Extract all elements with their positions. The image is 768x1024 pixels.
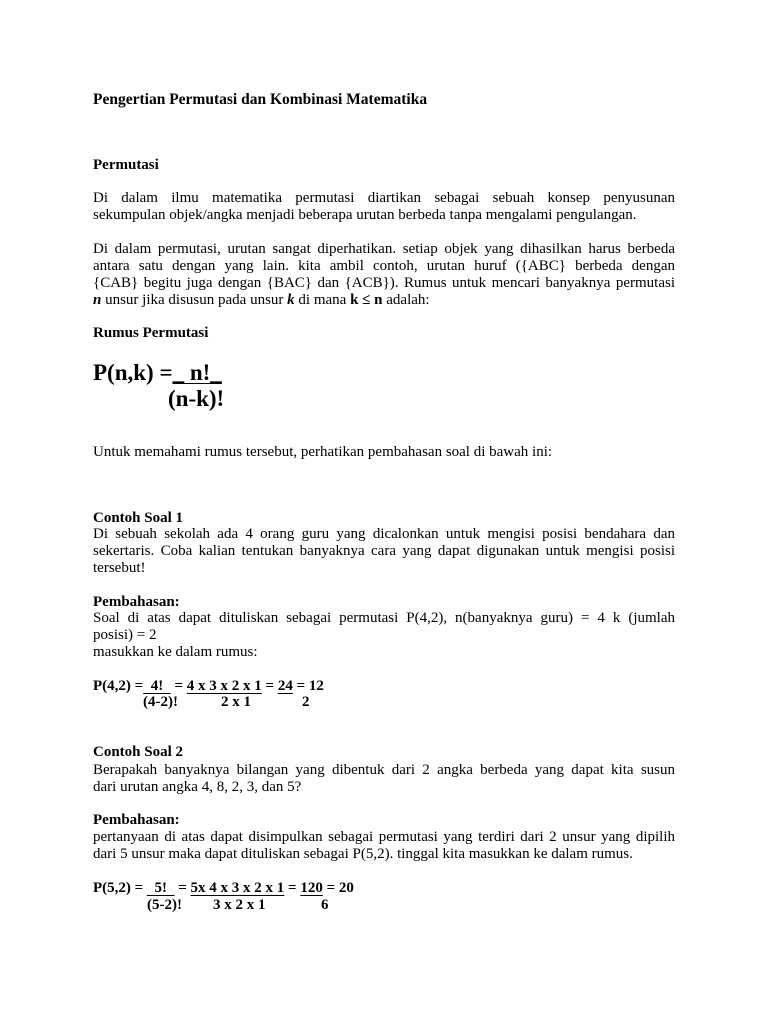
contoh2-line1: Berapakah banyaknya bilangan yang dibentuk dari 2 angka berbeda yang dapat kita susun bbox=[93, 762, 675, 778]
contoh2-calc-eq2: = bbox=[284, 880, 301, 896]
rumus-heading: Rumus Permutasi bbox=[93, 325, 209, 341]
contoh1-calc-den1: (4-2)! bbox=[143, 694, 178, 710]
contoh1-pem-line3: masukkan ke dalam rumus: bbox=[93, 644, 258, 660]
intro-p2-line3: {CAB} begitu juga dengan {BAC} dan {ACB}). Rumus untuk mencari banyaknya permutasi bbox=[93, 275, 675, 291]
contoh2-pembahasan bbox=[93, 829, 675, 863]
contoh1-line2: sekertaris. Coba kalian tentukan banyaknya cara yang dapat digunakan untuk mengisi posisi bbox=[93, 543, 675, 559]
intro-p2-line1: Di dalam permutasi, urutan sangat diperhatikan. setiap objek yang dihasilkan harus berbeda bbox=[93, 241, 675, 257]
formula-numerator: _ n!_ bbox=[172, 360, 222, 385]
contoh1-calc-frac: 24 bbox=[277, 678, 293, 694]
contoh2-calc-result: = 20 bbox=[322, 880, 354, 896]
intro-p1-line1: Di dalam ilmu matematika permutasi diartikan sebagai sebuah konsep penyusunan bbox=[93, 190, 675, 206]
untuk-text: Untuk memahami rumus tersebut, perhatikan pembahasan soal di bawah ini: bbox=[93, 444, 553, 460]
contoh2-pembahasan-heading: Pembahasan: bbox=[93, 812, 180, 828]
contoh1-calc-den3: 2 bbox=[302, 694, 310, 710]
contoh1-pembahasan bbox=[93, 610, 675, 661]
contoh2-calc-den2: 3 x 2 x 1 bbox=[213, 897, 266, 913]
contoh1-calc-mid: 4 x 3 x 2 x 1 bbox=[186, 678, 262, 694]
formula-numerator-line bbox=[93, 360, 222, 386]
contoh2-calc-num: 5! bbox=[146, 880, 175, 896]
contoh1-question bbox=[93, 526, 675, 577]
variable-k: k bbox=[287, 292, 295, 308]
contoh1-calc-num: 4! bbox=[143, 678, 171, 694]
contoh1-line3: tersebut! bbox=[93, 560, 146, 576]
contoh2-calc-den3: 6 bbox=[321, 897, 329, 913]
intro-p2-text-a: unsur jika disusun pada unsur bbox=[101, 292, 288, 308]
formula-denominator: (n-k)! bbox=[168, 386, 225, 411]
document-title: Pengertian Permutasi dan Kombinasi Matematika bbox=[93, 91, 428, 108]
formula-lhs: P(n,k) = bbox=[93, 360, 173, 385]
contoh1-heading: Contoh Soal 1 bbox=[93, 510, 184, 526]
condition-k-le-n: k ≤ n bbox=[350, 292, 383, 308]
contoh1-calc-top bbox=[93, 678, 324, 695]
intro-paragraph-2 bbox=[93, 241, 675, 309]
contoh2-calc-top bbox=[93, 880, 354, 897]
contoh1-line1: Di sebuah sekolah ada 4 orang guru yang dicalonkan untuk mengisi posisi bendahara dan bbox=[93, 526, 675, 542]
variable-n: n bbox=[93, 292, 102, 308]
intro-p2-line4 bbox=[93, 292, 675, 309]
contoh1-calc-eq1: = bbox=[170, 678, 187, 694]
contoh2-calc-mid: 5x 4 x 3 x 2 x 1 bbox=[190, 880, 285, 896]
intro-paragraph-1 bbox=[93, 190, 675, 224]
intro-p2-line2: antara satu dengan yang lain. kita ambil contoh, urutan huruf ({ABC} berbeda dengan bbox=[93, 258, 675, 274]
contoh2-pem-line2: dari 5 unsur maka dapat dituliskan sebagai P(5,2). tinggal kita masukkan ke dalam rumus. bbox=[93, 846, 633, 862]
contoh1-calc-result: = 12 bbox=[292, 678, 324, 694]
permutasi-heading: Permutasi bbox=[93, 157, 159, 173]
contoh2-line2: dari urutan angka 4, 8, 2, 3, dan 5? bbox=[93, 779, 302, 795]
contoh1-pem-line1: Soal di atas dapat dituliskan sebagai permutasi P(4,2), n(banyaknya guru) = 4 k (jumlah bbox=[93, 610, 675, 626]
contoh2-question bbox=[93, 762, 675, 796]
contoh1-calc-lhs: P(4,2) = bbox=[93, 678, 144, 694]
contoh2-calc-den1: (5-2)! bbox=[147, 897, 182, 913]
contoh2-calc-frac: 120 bbox=[300, 880, 323, 896]
contoh1-pem-line2: posisi) = 2 bbox=[93, 627, 157, 643]
contoh2-pem-line1: pertanyaan di atas dapat disimpulkan sebagai permutasi yang terdiri dari 2 unsur yang dipilih bbox=[93, 829, 675, 845]
intro-p1-line2: sekumpulan objek/angka menjadi beberapa urutan berbeda tanpa mengalami pengulangan. bbox=[93, 207, 637, 223]
contoh2-heading: Contoh Soal 2 bbox=[93, 744, 184, 760]
intro-p2-text-c: adalah: bbox=[382, 292, 430, 308]
contoh2-calc-eq1: = bbox=[174, 880, 191, 896]
intro-p2-text-b: di mana bbox=[294, 292, 351, 308]
contoh1-calc-eq2: = bbox=[261, 678, 278, 694]
contoh2-calc-lhs: P(5,2) = bbox=[93, 880, 147, 896]
contoh1-pembahasan-heading: Pembahasan: bbox=[93, 594, 180, 610]
contoh1-calc-den2: 2 x 1 bbox=[221, 694, 251, 710]
